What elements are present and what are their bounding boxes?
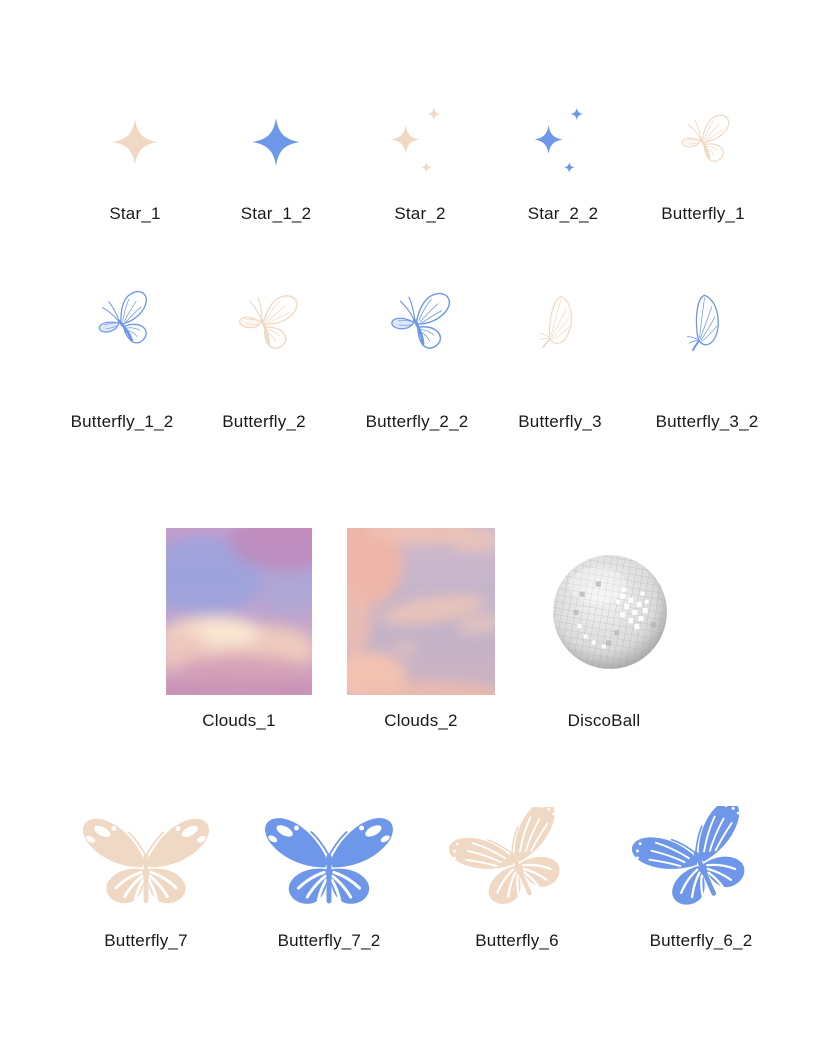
- asset-label: Butterfly_3: [518, 412, 602, 431]
- sparkle-cluster-icon: [391, 104, 449, 180]
- asset-cell[interactable]: [71, 806, 221, 951]
- clouds-1-image: [166, 528, 312, 695]
- asset-label: Butterfly_1: [661, 204, 745, 223]
- butterfly-side-icon: [381, 288, 453, 360]
- asset-label: Clouds_1: [202, 711, 276, 730]
- asset-cell[interactable]: [164, 528, 314, 731]
- asset-cell[interactable]: [254, 806, 404, 951]
- butterfly-side-icon: [89, 291, 155, 357]
- asset-label: Butterfly_7: [104, 931, 188, 950]
- butterfly-spread-icon: [73, 811, 219, 918]
- asset-label: DiscoBall: [567, 711, 641, 730]
- sparkle-cluster-icon: [534, 104, 592, 180]
- asset-cell[interactable]: [345, 104, 495, 224]
- asset-cell[interactable]: [529, 528, 679, 731]
- butterfly-side-icon: [229, 289, 299, 359]
- asset-cell[interactable]: [47, 286, 197, 432]
- asset-label: Star_2_2: [527, 204, 599, 223]
- butterfly-tilt-icon: [449, 807, 585, 921]
- sparkle-icon: [252, 117, 300, 167]
- asset-cell[interactable]: [626, 806, 776, 951]
- asset-cell[interactable]: [189, 286, 339, 432]
- asset-label: Butterfly_2: [222, 412, 306, 431]
- asset-label: Butterfly_6: [475, 931, 559, 950]
- butterfly-closed-icon: [538, 292, 582, 356]
- discoball-icon: [549, 551, 671, 673]
- asset-label: Star_1: [109, 204, 161, 223]
- asset-cell[interactable]: [488, 104, 638, 224]
- asset-cell[interactable]: [485, 286, 635, 432]
- butterfly-spread-icon: [255, 810, 403, 919]
- asset-label: Clouds_2: [384, 711, 458, 730]
- asset-label: Butterfly_2_2: [365, 412, 469, 431]
- asset-cell[interactable]: [201, 104, 351, 224]
- asset-label: Star_1_2: [240, 204, 312, 223]
- sparkle-icon: [112, 118, 158, 166]
- butterfly-side-icon: [673, 112, 733, 172]
- clouds-2-image: [347, 528, 495, 695]
- asset-label: Butterfly_1_2: [70, 412, 174, 431]
- asset-cell[interactable]: [442, 806, 592, 951]
- asset-label: Butterfly_6_2: [649, 931, 753, 950]
- asset-cell[interactable]: [342, 286, 492, 432]
- asset-label: Butterfly_7_2: [277, 931, 381, 950]
- asset-cell[interactable]: [632, 286, 782, 432]
- asset-cell[interactable]: [346, 528, 496, 731]
- asset-cell[interactable]: [60, 104, 210, 224]
- asset-cell[interactable]: [628, 104, 778, 224]
- asset-label: Butterfly_3_2: [655, 412, 759, 431]
- asset-label: Star_2: [394, 204, 446, 223]
- butterfly-tilt-icon: [632, 806, 770, 922]
- butterfly-closed-icon: [684, 291, 730, 357]
